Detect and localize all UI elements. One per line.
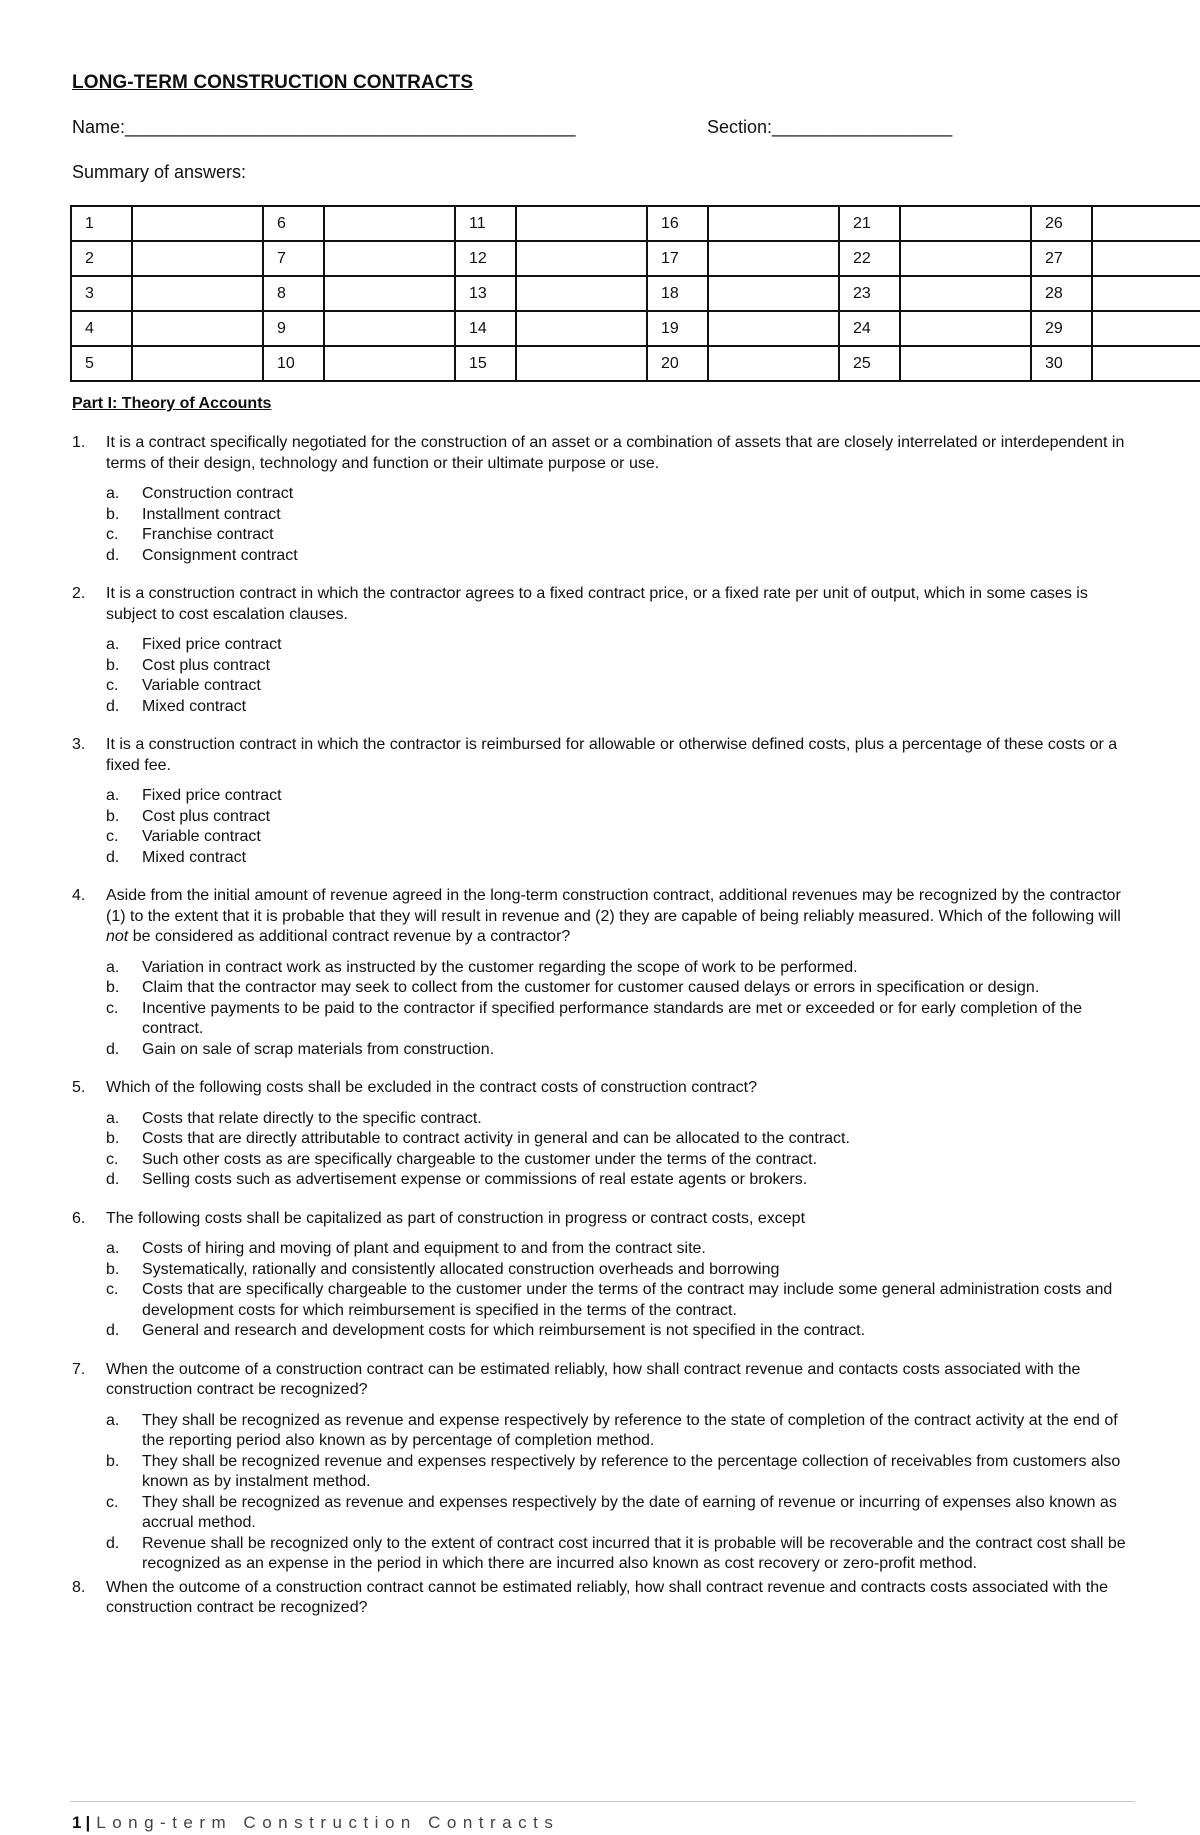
option-item	[106, 958, 1132, 979]
option-letter: b.	[106, 656, 120, 674]
answer-blank-cell[interactable]	[1092, 241, 1200, 276]
answer-blank-cell[interactable]	[516, 241, 647, 276]
option-text: They shall be recognized as revenue and expenses respectively by the date of earning of revenue or incurring of expenses also known as accrual method.	[142, 1493, 1117, 1531]
option-text: Costs of hiring and moving of plant and equipment to and from the contract site.	[142, 1240, 706, 1257]
option-letter: c.	[106, 1493, 119, 1511]
answer-number-cell: 27	[1031, 241, 1092, 276]
option-item	[106, 1150, 1132, 1171]
answer-blank-cell[interactable]	[708, 241, 839, 276]
answer-blank-cell[interactable]	[132, 276, 263, 311]
option-item	[106, 635, 1132, 656]
answer-number-cell: 2	[71, 241, 132, 276]
question-number: 2.	[72, 585, 86, 602]
summary-label: Summary of answers:	[72, 162, 247, 182]
option-text: Construction contract	[142, 485, 294, 502]
answer-blank-cell[interactable]	[516, 276, 647, 311]
section-field-label: Section:__________________	[707, 117, 953, 137]
question-text	[72, 735, 1132, 776]
page-number: 1	[72, 1813, 82, 1832]
answer-number-cell: 30	[1031, 346, 1092, 381]
answer-number-cell: 20	[647, 346, 708, 381]
option-item	[106, 848, 1132, 869]
option-text: Incentive payments to be paid to the contractor if specified performance standards are met or exceeded or for early completion of the contract.	[142, 999, 1083, 1037]
option-item	[106, 676, 1132, 697]
option-letter: c.	[106, 677, 119, 694]
option-item	[106, 1129, 1132, 1150]
answer-number-cell: 7	[263, 241, 324, 276]
answer-number-cell: 3	[71, 276, 132, 311]
option-text: They shall be recognized revenue and expenses respectively by reference to the percentage collection of receivables from customers also known as by instalment method.	[142, 1452, 1121, 1490]
option-text: Cost plus contract	[142, 656, 271, 674]
answer-blank-cell[interactable]	[1092, 311, 1200, 346]
question-block	[72, 1209, 1132, 1342]
question-text	[72, 886, 1132, 948]
question-stem-part: not	[106, 928, 129, 945]
answer-number-cell: 16	[647, 206, 708, 241]
answer-blank-cell[interactable]	[132, 311, 263, 346]
answer-number-cell: 12	[455, 241, 516, 276]
document-title: LONG-TERM CONSTRUCTION CONTRACTS	[72, 72, 474, 93]
part-title: Part I: Theory of Accounts	[72, 395, 272, 412]
answer-number-cell: 17	[647, 241, 708, 276]
answer-blank-cell[interactable]	[324, 311, 455, 346]
question-number: 1.	[72, 434, 86, 451]
option-letter: c.	[106, 828, 119, 845]
question-stem: It is a construction contract in which the contractor is reimbursed for allowable or otherwise defined costs, plus a percentage of these costs or a fixed fee.	[106, 736, 1118, 774]
answer-number-cell: 26	[1031, 206, 1092, 241]
option-text: Fixed price contract	[142, 636, 282, 653]
question-stem: Which of the following costs shall be excluded in the contract costs of construction contract?	[106, 1079, 757, 1096]
question-text	[72, 1078, 1132, 1099]
option-letter: a.	[106, 1240, 120, 1257]
option-letter: b.	[106, 1260, 120, 1278]
option-letter: c.	[106, 526, 119, 543]
question-number: 5.	[72, 1079, 86, 1096]
answer-blank-cell[interactable]	[1092, 206, 1200, 241]
option-item	[106, 1040, 1132, 1061]
question-text	[72, 1578, 1132, 1619]
option-letter: d.	[106, 1171, 120, 1188]
option-text: Systematically, rationally and consistently allocated construction overheads and borrowing	[142, 1260, 780, 1278]
option-letter: b.	[106, 807, 120, 825]
answer-number-cell: 23	[839, 276, 900, 311]
option-letter: a.	[106, 636, 120, 653]
answer-blank-cell[interactable]	[516, 311, 647, 346]
option-text: Selling costs such as advertisement expense or commissions of real estate agents or brokers.	[142, 1171, 808, 1188]
answer-blank-cell[interactable]	[1092, 346, 1200, 381]
answer-number-cell: 15	[455, 346, 516, 381]
answer-number-cell: 24	[839, 311, 900, 346]
answer-number-cell: 4	[71, 311, 132, 346]
option-letter: a.	[106, 1109, 120, 1127]
option-letter: a.	[106, 1411, 120, 1429]
option-text: Costs that relate directly to the specific contract.	[142, 1109, 482, 1127]
question-text	[72, 1209, 1132, 1230]
answer-table-row	[71, 346, 1200, 381]
option-letter: b.	[106, 1452, 120, 1470]
option-letter: d.	[106, 1322, 120, 1339]
answer-blank-cell[interactable]	[516, 206, 647, 241]
question-number: 4.	[72, 887, 86, 904]
footer-divider	[70, 1801, 1135, 1802]
answer-blank-cell[interactable]	[516, 346, 647, 381]
option-item	[106, 978, 1132, 999]
option-letter: d.	[106, 546, 120, 564]
answer-blank-cell[interactable]	[1092, 276, 1200, 311]
answer-number-cell: 13	[455, 276, 516, 311]
answer-number-cell: 8	[263, 276, 324, 311]
answer-blank-cell[interactable]	[324, 276, 455, 311]
question-stem: It is a contract specifically negotiated for the construction of an asset or a combination of assets that are closely interrelated or interdependent in terms of their design, technology and function or their ultimate purpose or use.	[106, 434, 1125, 472]
answer-number-cell: 5	[71, 346, 132, 381]
question-stem: The following costs shall be capitalized as part of construction in progress or contract costs, except	[106, 1209, 806, 1227]
option-item	[106, 827, 1132, 848]
answer-blank-cell[interactable]	[900, 311, 1031, 346]
option-text: Costs that are specifically chargeable to the customer under the terms of the contract may include some general administration costs and development costs for which reimbursement is specified in the terms of the contract.	[142, 1281, 1113, 1319]
option-letter: a.	[106, 787, 120, 804]
option-item	[106, 484, 1132, 505]
answer-number-cell: 19	[647, 311, 708, 346]
question-text	[72, 433, 1132, 474]
option-item	[106, 1260, 1132, 1281]
question-block	[72, 1360, 1132, 1575]
option-item	[106, 505, 1132, 526]
option-list	[106, 1239, 1132, 1342]
option-text: Fixed price contract	[142, 787, 282, 804]
option-text: Installment contract	[142, 505, 281, 523]
option-text: Mixed contract	[142, 697, 247, 715]
option-text: Such other costs as are specifically chargeable to the customer under the terms of the contract.	[142, 1150, 818, 1168]
question-number: 8.	[72, 1578, 86, 1596]
option-text: Variable contract	[142, 677, 261, 694]
answer-table-row	[71, 311, 1200, 346]
option-text: Variation in contract work as instructed by the customer regarding the scope of work to be performed.	[142, 958, 858, 976]
option-item	[106, 656, 1132, 677]
option-item	[106, 1239, 1132, 1260]
option-letter: c.	[106, 1281, 119, 1298]
option-letter: d.	[106, 1534, 120, 1552]
option-list	[106, 958, 1132, 1061]
footer-text: Long-term Construction Contracts	[96, 1813, 560, 1832]
answer-blank-cell[interactable]	[324, 206, 455, 241]
answer-number-cell: 22	[839, 241, 900, 276]
option-letter: d.	[106, 1040, 120, 1058]
option-letter: b.	[106, 979, 120, 996]
option-list	[106, 1109, 1132, 1191]
answer-number-cell: 18	[647, 276, 708, 311]
answer-number-cell: 11	[455, 206, 516, 241]
answer-table-row	[71, 276, 1200, 311]
option-text: Mixed contract	[142, 848, 247, 866]
answer-blank-cell[interactable]	[132, 346, 263, 381]
answer-summary-table	[70, 205, 1200, 382]
option-item	[106, 807, 1132, 828]
option-text: Gain on sale of scrap materials from construction.	[142, 1040, 495, 1058]
option-letter: c.	[106, 999, 119, 1017]
answer-number-cell: 25	[839, 346, 900, 381]
answer-number-cell: 10	[263, 346, 324, 381]
answer-number-cell: 6	[263, 206, 324, 241]
question-block	[72, 584, 1132, 717]
option-item	[106, 1493, 1132, 1534]
option-item	[106, 999, 1132, 1040]
answer-number-cell: 14	[455, 311, 516, 346]
question-block	[72, 886, 1132, 1060]
answer-number-cell: 28	[1031, 276, 1092, 311]
option-text: Costs that are directly attributable to contract activity in general and can be allocated to the contract.	[142, 1130, 850, 1147]
question-number: 3.	[72, 736, 86, 753]
footer-separator: |	[85, 1813, 91, 1832]
option-item	[106, 525, 1132, 546]
option-letter: a.	[106, 958, 120, 976]
question-text	[72, 1360, 1132, 1401]
answer-number-cell: 29	[1031, 311, 1092, 346]
answer-blank-cell[interactable]	[132, 241, 263, 276]
option-list	[106, 484, 1132, 566]
option-letter: a.	[106, 485, 120, 502]
option-text: Variable contract	[142, 828, 261, 845]
answer-table-row	[71, 206, 1200, 241]
answer-blank-cell[interactable]	[900, 206, 1031, 241]
option-list	[106, 635, 1132, 717]
question-number: 6.	[72, 1209, 86, 1227]
answer-number-cell: 1	[71, 206, 132, 241]
page-footer	[72, 1813, 559, 1833]
question-block	[72, 1578, 1132, 1619]
option-item	[106, 1534, 1132, 1575]
option-item	[106, 786, 1132, 807]
option-item	[106, 546, 1132, 567]
option-text: Franchise contract	[142, 526, 274, 543]
option-text: Cost plus contract	[142, 807, 271, 825]
question-stem: It is a construction contract in which the contractor agrees to a fixed contract price, or a fixed rate per unit of output, which in some cases is subject to cost escalation clauses.	[106, 585, 1088, 623]
option-letter: b.	[106, 1130, 120, 1147]
option-item	[106, 1280, 1132, 1321]
question-text	[72, 584, 1132, 625]
option-item	[106, 1109, 1132, 1130]
option-text: They shall be recognized as revenue and expense respectively by reference to the state of completion of the contract activity at the end of the reporting period also known as by percentage of completion method.	[142, 1411, 1118, 1449]
answer-table-row	[71, 241, 1200, 276]
option-letter: d.	[106, 848, 120, 866]
answer-blank-cell[interactable]	[132, 206, 263, 241]
question-stem-part: Aside from the initial amount of revenue agreed in the long-term construction contract, additional revenues may be recognized by the contractor (1) to the extent that it is probable that they will result in revenue and (2) they are capable of being reliably measured. Which of the following will	[106, 887, 1121, 925]
answer-number-cell: 21	[839, 206, 900, 241]
answer-blank-cell[interactable]	[900, 346, 1031, 381]
answer-blank-cell[interactable]	[324, 241, 455, 276]
question-block	[72, 433, 1132, 566]
answer-blank-cell[interactable]	[708, 346, 839, 381]
option-item	[106, 1411, 1132, 1452]
option-letter: b.	[106, 505, 120, 523]
option-text: Claim that the contractor may seek to collect from the customer for customer caused delays or errors in specification or design.	[142, 979, 1040, 996]
answer-blank-cell[interactable]	[708, 276, 839, 311]
answer-blank-cell[interactable]	[708, 206, 839, 241]
option-text: Consignment contract	[142, 546, 298, 564]
option-list	[106, 786, 1132, 868]
option-item	[106, 697, 1132, 718]
question-list	[72, 433, 1132, 1637]
name-field-label: Name:_____________________________________________	[72, 117, 576, 137]
question-block	[72, 735, 1132, 868]
question-block	[72, 1078, 1132, 1191]
answer-blank-cell[interactable]	[708, 311, 839, 346]
question-stem: When the outcome of a construction contract can be estimated reliably, how shall contract revenue and contacts costs associated with the construction contract be recognized?	[106, 1360, 1081, 1398]
answer-blank-cell[interactable]	[900, 276, 1031, 311]
question-stem-part: be considered as additional contract revenue by a contractor?	[128, 928, 571, 945]
question-stem: When the outcome of a construction contract cannot be estimated reliably, how shall contract revenue and contracts costs associated with the construction contract be recognized?	[106, 1578, 1109, 1616]
answer-number-cell: 9	[263, 311, 324, 346]
option-item	[106, 1170, 1132, 1191]
answer-blank-cell[interactable]	[900, 241, 1031, 276]
option-item	[106, 1321, 1132, 1342]
option-letter: d.	[106, 697, 120, 715]
answer-blank-cell[interactable]	[324, 346, 455, 381]
option-letter: c.	[106, 1150, 119, 1168]
option-list	[106, 1411, 1132, 1575]
option-text: General and research and development costs for which reimbursement is not specified in the contract.	[142, 1322, 866, 1339]
question-number: 7.	[72, 1360, 86, 1378]
option-item	[106, 1452, 1132, 1493]
option-text: Revenue shall be recognized only to the extent of contract cost incurred that it is probable will be recoverable and the contract cost shall be recognized as an expense in the period in which there are incurred also known as cost recovery or zero-profit method.	[142, 1534, 1126, 1572]
